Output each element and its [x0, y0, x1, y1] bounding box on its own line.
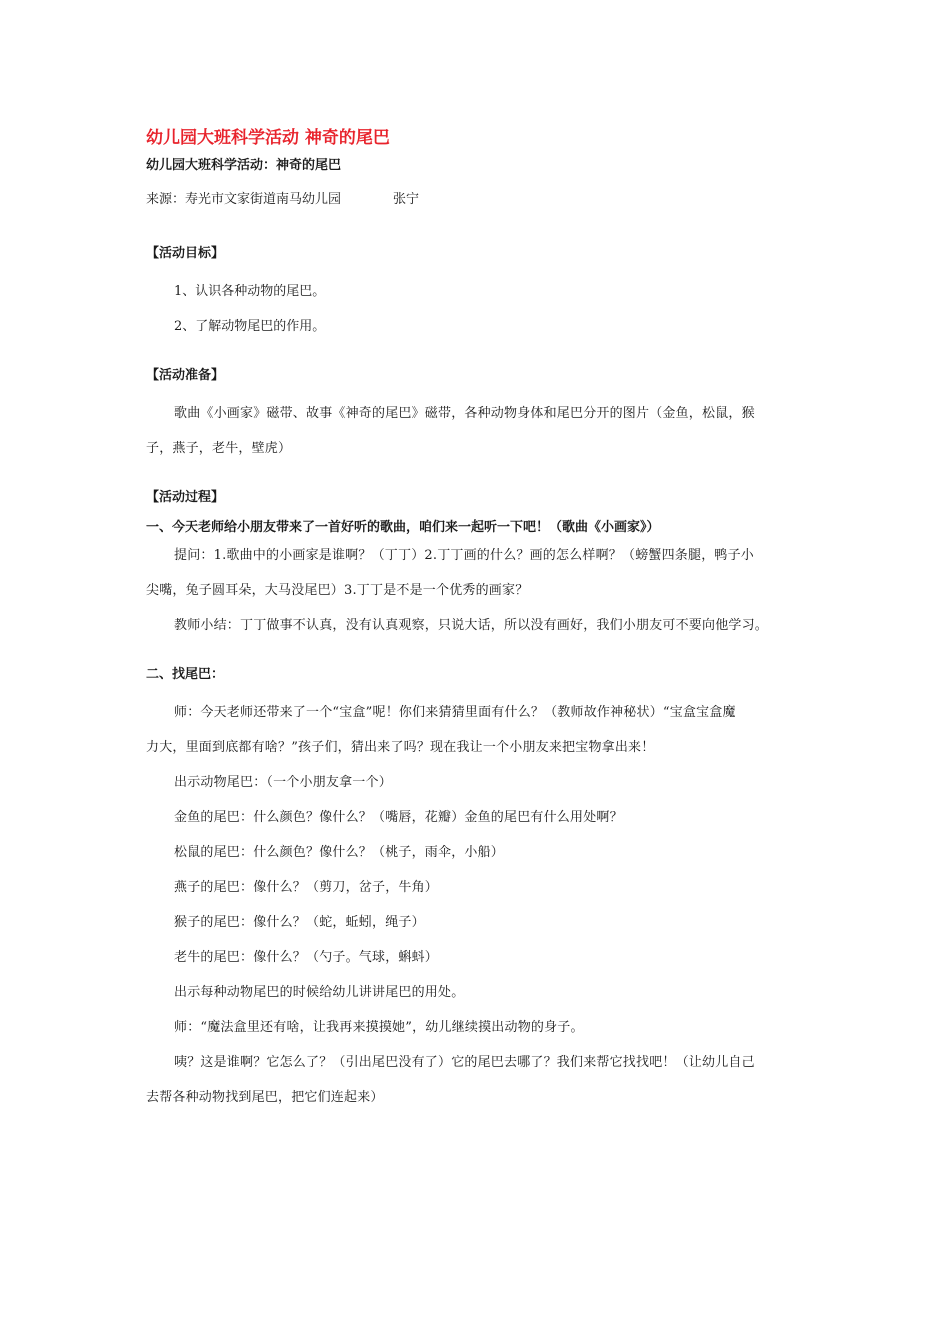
section-heading-prep: 【活动准备】	[146, 368, 225, 383]
step-2-paragraph-1-line-2: 力大，里面到底都有啥？”孩子们，猜出来了吗？现在我让一个小朋友来把宝物拿出来！	[146, 740, 655, 755]
step-2-paragraph-7: 老牛的尾巴：像什么？（勺子。气球，蝌蚪）	[174, 950, 439, 965]
goal-item-1: 1、认识各种动物的尾巴。	[174, 284, 326, 299]
step-2-paragraph-9: 师：“魔法盒里还有啥，让我再来摸摸她”，幼儿继续摸出动物的身子。	[174, 1020, 584, 1035]
source-line	[146, 190, 816, 210]
step-2-paragraph-10-line-2: 去帮各种动物找到尾巴，把它们连起来）	[146, 1090, 384, 1105]
section-heading-process: 【活动过程】	[146, 490, 225, 505]
document-page	[146, 118, 816, 1115]
step-2-paragraph-3: 金鱼的尾巴：什么颜色？像什么？（嘴唇，花瓣）金鱼的尾巴有什么用处啊？	[174, 810, 623, 825]
step-2-paragraph-2: 出示动物尾巴：（一个小朋友拿一个）	[174, 775, 392, 790]
step-1-heading: 一、今天老师给小朋友带来了一首好听的歌曲，咱们来一起听一下吧！（歌曲《小画家》）	[146, 520, 660, 535]
step-1-question-line-2: 尖嘴，兔子圆耳朵，大马没尾巴）3.丁丁是不是一个优秀的画家？	[146, 583, 529, 598]
prep-text-line-1: 歌曲《小画家》磁带、故事《神奇的尾巴》磁带，各种动物身体和尾巴分开的图片（金鱼，松鼠，猴	[174, 406, 755, 421]
step-2-paragraph-1-line-1: 师：今天老师还带来了一个“宝盒”呢！你们来猜猜里面有什么？（教师故作神秘状）“宝盒宝盒魔	[174, 705, 736, 720]
step-1-question-line-1: 提问：1.歌曲中的小画家是谁啊？（丁丁）2.丁丁画的什么？画的怎么样啊？（螃蟹四条腿，鸭子小	[174, 548, 755, 563]
step-2-paragraph-4: 松鼠的尾巴：什么颜色？像什么？（桃子，雨伞，小船）	[174, 845, 505, 860]
step-2-paragraph-5: 燕子的尾巴：像什么？（剪刀，岔子，牛角）	[174, 880, 439, 895]
step-2-heading: 二、找尾巴：	[146, 667, 225, 682]
section-heading-goals: 【活动目标】	[146, 246, 225, 261]
source-label: 来源：寿光市文家街道南马幼儿园	[146, 192, 342, 207]
step-2-paragraph-10-line-1: 咦？这是谁啊？它怎么了？（引出尾巴没有了）它的尾巴去哪了？我们来帮它找找吧！（让幼儿自己	[174, 1055, 755, 1070]
step-2-paragraph-6: 猴子的尾巴：像什么？（蛇，蚯蚓，绳子）	[174, 915, 425, 930]
prep-text-line-2: 子，燕子，老牛，壁虎）	[146, 441, 292, 456]
document-subtitle: 幼儿园大班科学活动：神奇的尾巴	[146, 158, 342, 173]
step-2-paragraph-8: 出示每种动物尾巴的时候给幼儿讲讲尾巴的用处。	[174, 985, 465, 1000]
step-1-summary: 教师小结：丁丁做事不认真，没有认真观察，只说大话，所以没有画好，我们小朋友可不要向他学习。	[174, 618, 769, 633]
document-title: 幼儿园大班科学活动 神奇的尾巴	[146, 128, 390, 148]
goal-item-2: 2、了解动物尾巴的作用。	[174, 319, 326, 334]
source-author: 张宁	[393, 192, 420, 207]
